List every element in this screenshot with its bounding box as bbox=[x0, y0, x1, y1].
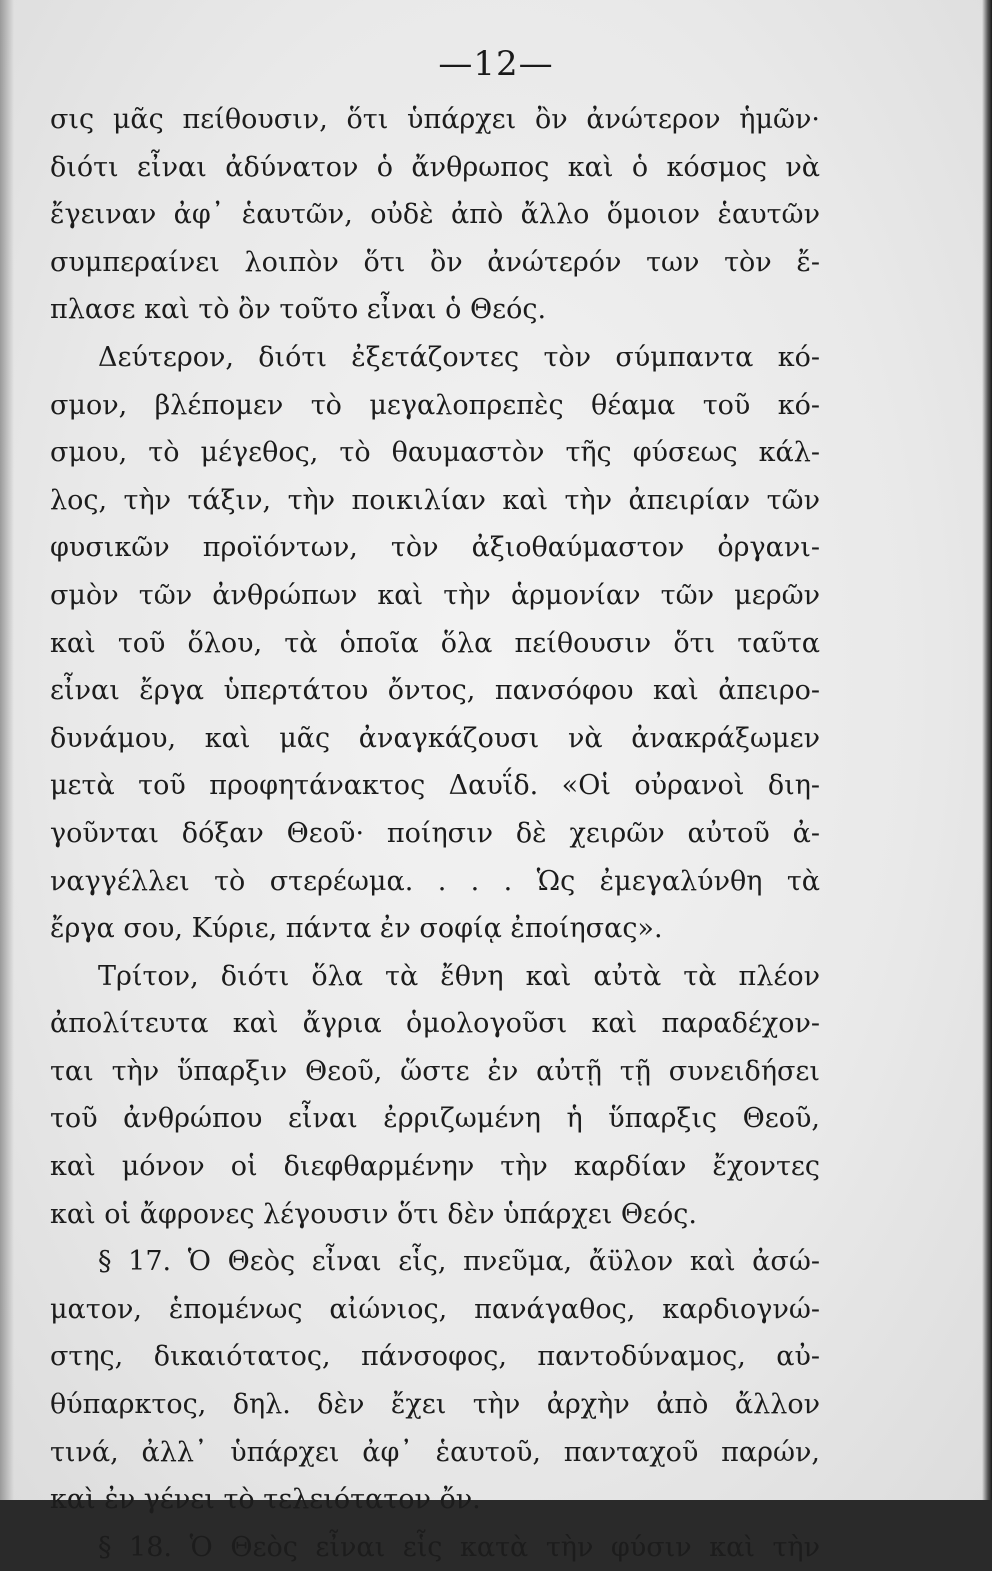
text-line: καὶ μόνον οἱ διεφθαρμένην τὴν καρδίαν ἔχοντες bbox=[50, 1151, 820, 1183]
text-line: πλασε καὶ τὸ ὂν τοῦτο εἶναι ὁ Θεός. bbox=[50, 294, 547, 326]
text-line: γοῦνται δόξαν Θεοῦ· ποίησιν δὲ χειρῶν αὐτοῦ ἀ- bbox=[50, 817, 820, 849]
text-line: ἔγειναν ἀφ᾽ ἑαυτῶν, οὐδὲ ἀπὸ ἄλλο ὅμοιον ἑαυτῶν bbox=[50, 199, 820, 231]
body-text bbox=[50, 96, 820, 1571]
page-number: —12— bbox=[438, 44, 554, 84]
page-gutter-shadow bbox=[0, 0, 14, 1500]
text-line: καὶ τοῦ ὅλου, τὰ ὁποῖα ὅλα πείθουσιν ὅτι ταῦτα bbox=[50, 627, 820, 659]
text-line: διότι εἶναι ἀδύνατον ὁ ἄνθρωπος καὶ ὁ κόσμος νὰ bbox=[50, 151, 820, 183]
text-line: καὶ ἐν γένει τὸ τελειότατον ὄν. bbox=[50, 1484, 481, 1516]
text-line: φυσικῶν προϊόντων, τὸν ἀξιοθαύμαστον ὀργανι- bbox=[50, 532, 820, 564]
text-line: τινά, ἀλλ᾽ ὑπάρχει ἀφ᾽ ἑαυτοῦ, πανταχοῦ παρών, bbox=[50, 1436, 820, 1468]
text-line: ἔργα σου, Κύριε, πάντα ἐν σοφίᾳ ἐποίησας». bbox=[50, 913, 663, 945]
text-line: στης, δικαιότατος, πάνσοφος, παντοδύναμος, αὐ- bbox=[50, 1341, 820, 1373]
text-line: καὶ οἱ ἄφρονες λέγουσιν ὅτι δὲν ὑπάρχει Θεός. bbox=[50, 1198, 697, 1230]
text-line: συμπεραίνει λοιπὸν ὅτι ὂν ἀνώτερόν των τὸν ἔ- bbox=[50, 246, 820, 278]
text-line: § 17. Ὁ Θεὸς εἶναι εἷς, πνεῦμα, ἄϋλον καὶ ἀσώ- bbox=[98, 1246, 820, 1278]
text-line: σις μᾶς πείθουσιν, ὅτι ὑπάρχει ὂν ἀνώτερον ἡμῶν· bbox=[50, 104, 820, 135]
text-line: μετὰ τοῦ προφητάνακτος Δαυΐδ. «Οἱ οὐρανοὶ διη- bbox=[50, 770, 820, 802]
page-edge-shadow bbox=[982, 0, 992, 1500]
text-line: Δεύτερον, διότι ἐξετάζοντες τὸν σύμπαντα κό- bbox=[98, 341, 820, 373]
text-line: ματον, ἑπομένως αἰώνιος, πανάγαθος, καρδιογνώ- bbox=[50, 1293, 820, 1325]
text-line: § 18. Ὁ Θεὸς εἶναι εἷς κατὰ τὴν φύσιν καὶ τὴν bbox=[98, 1531, 820, 1563]
text-line: θύπαρκτος, δηλ. δὲν ἔχει τὴν ἀρχὴν ἀπὸ ἄλλον bbox=[50, 1389, 820, 1421]
text-line: ἀπολίτευτα καὶ ἄγρια ὁμολογοῦσι καὶ παραδέχον- bbox=[50, 1008, 820, 1040]
text-line: Τρίτον, διότι ὅλα τὰ ἔθνη καὶ αὐτὰ τὰ πλέον bbox=[98, 960, 820, 992]
text-line: ναγγέλλει τὸ στερέωμα. . . . Ὡς ἐμεγαλύνθη τὰ bbox=[50, 865, 820, 897]
text-line: τοῦ ἀνθρώπου εἶναι ἐρριζωμένη ἡ ὕπαρξις Θεοῦ, bbox=[50, 1103, 820, 1135]
text-line: λος, τὴν τάξιν, τὴν ποικιλίαν καὶ τὴν ἀπειρίαν τῶν bbox=[50, 484, 820, 516]
text-line: σμου, τὸ μέγεθος, τὸ θαυμαστὸν τῆς φύσεως κάλ- bbox=[50, 437, 820, 469]
text-line: δυνάμου, καὶ μᾶς ἀναγκάζουσι νὰ ἀνακράξωμεν bbox=[50, 722, 820, 754]
text-line: σμον, βλέπομεν τὸ μεγαλοπρεπὲς θέαμα τοῦ κό- bbox=[50, 389, 820, 421]
text-line: ται τὴν ὕπαρξιν Θεοῦ, ὥστε ἐν αὐτῇ τῇ συνειδήσει bbox=[50, 1055, 820, 1087]
text-line: σμὸν τῶν ἀνθρώπων καὶ τὴν ἁρμονίαν τῶν μερῶν bbox=[50, 579, 820, 611]
text-line: εἶναι ἔργα ὑπερτάτου ὄντος, πανσόφου καὶ ἀπειρο- bbox=[50, 675, 820, 707]
